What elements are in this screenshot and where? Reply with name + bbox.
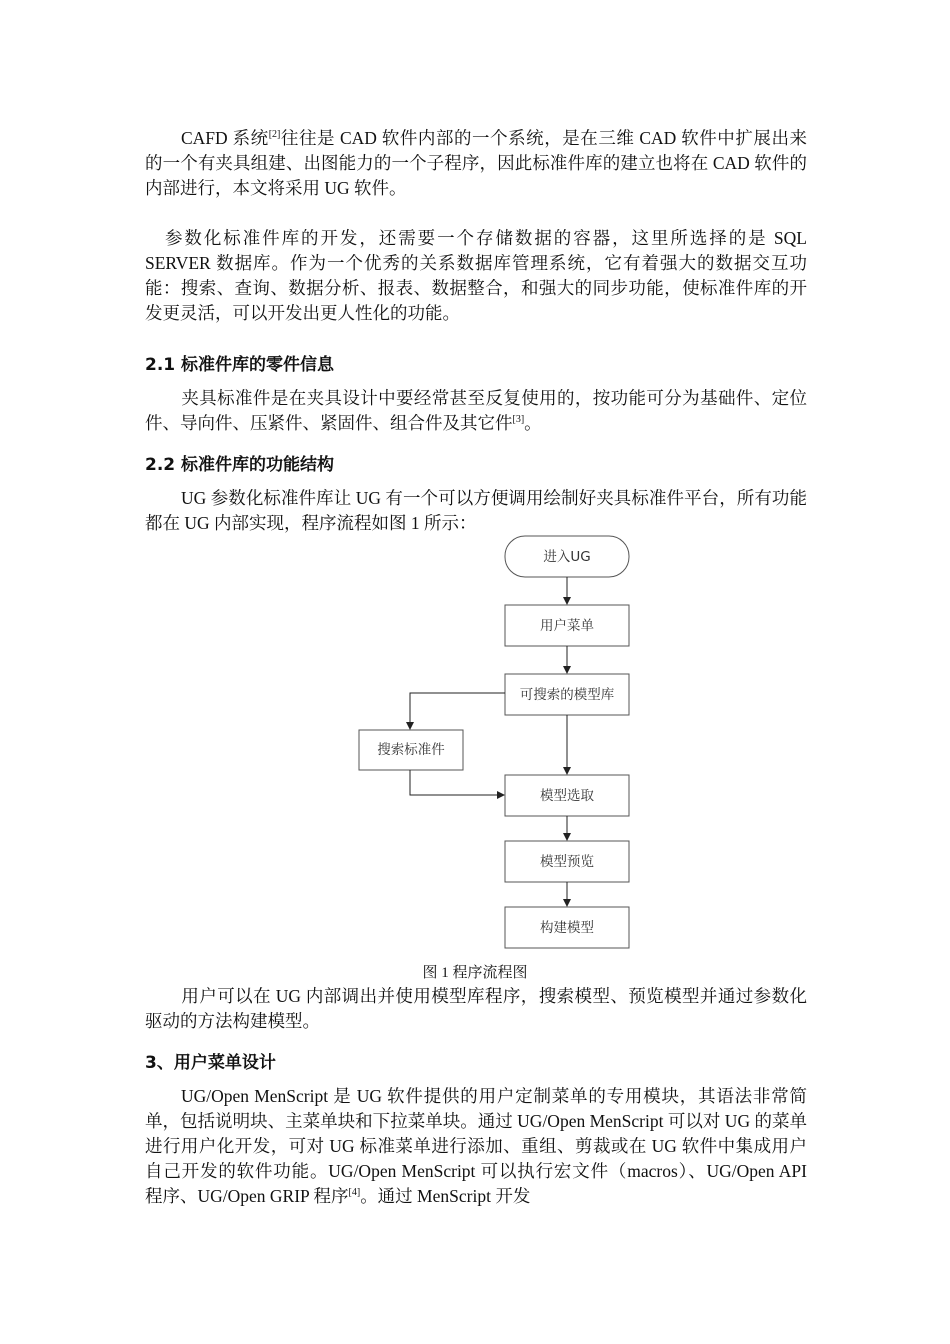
paragraph-intro: CAFD 系统[2]往往是 CAD 软件内部的一个系统，是在三维 CAD 软件中扩展出来的一个有夹具组建、出图能力的一个子程序，因此标准件库的建立也将在 CAD 软件的内部进行，本文将采用 UG 软件。: [145, 128, 807, 198]
flow-label-library: 可搜索的模型库: [519, 687, 615, 703]
section-heading-2-1: 2.1 标准件库的零件信息: [145, 355, 335, 375]
flow-label-build: 构建模型: [540, 920, 594, 936]
flow-label-preview: 模型预览: [540, 854, 594, 870]
flow-label-menu: 用户菜单: [540, 618, 594, 634]
section-heading-3: 3、用户菜单设计: [145, 1053, 276, 1073]
flow-arrow: [410, 693, 505, 729]
flow-arrow: [410, 770, 504, 795]
citation-ref: [3]: [512, 414, 525, 425]
flow-label-start: 进入UG: [543, 549, 591, 565]
flowchart-figure: [350, 533, 650, 958]
citation-ref: [4]: [348, 1187, 361, 1198]
section-heading-2-2: 2.2 标准件库的功能结构: [145, 455, 335, 475]
figure-caption: 图 1 程序流程图: [422, 965, 528, 981]
citation-ref: [2]: [268, 129, 281, 140]
paragraph-usage: 用户可以在 UG 内部调出并使用模型库程序，搜索模型、预览模型并通过参数化驱动的方法构建模型。: [145, 986, 807, 1031]
paragraph-part-info: 夹具标准件是在夹具设计中要经常甚至反复使用的，按功能可分为基础件、定位件、导向件、压紧件、紧固件、组合件及其它件[3]。: [145, 388, 807, 433]
flow-label-search: 搜索标准件: [377, 742, 445, 758]
paragraph-menscript: UG/Open MenScript 是 UG 软件提供的用户定制菜单的专用模块，其语法非常简单，包括说明块、主菜单块和下拉菜单块。通过 UG/Open MenScript 可以对 UG 的菜单进行用户化开发，可对 UG 标准菜单进行添加、重组、剪裁或在 UG 软件中集成用户自己开发的软件功能。UG/Open MenScript 可以执行宏文件（macros）、UG/Open API 程序、UG/Open GRIP 程序[4]。通过 MenScript 开发: [145, 1086, 807, 1206]
paragraph-function-structure: UG 参数化标准件库让 UG 有一个可以方便调用绘制好夹具标准件平台，所有功能都在 UG 内部实现，程序流程如图 1 所示：: [145, 488, 807, 533]
flow-label-select: 模型选取: [540, 788, 594, 804]
paragraph-database: 参数化标准件库的开发，还需要一个存储数据的容器，这里所选择的是 SQL SERVER 数据库。作为一个优秀的关系数据库管理系统，它有着强大的数据交互功能：搜索、查询、数据分析、报表、数据整合，和强大的同步功能，使标准件库的开发更灵活，可以开发出更人性化的功能。: [145, 228, 807, 323]
